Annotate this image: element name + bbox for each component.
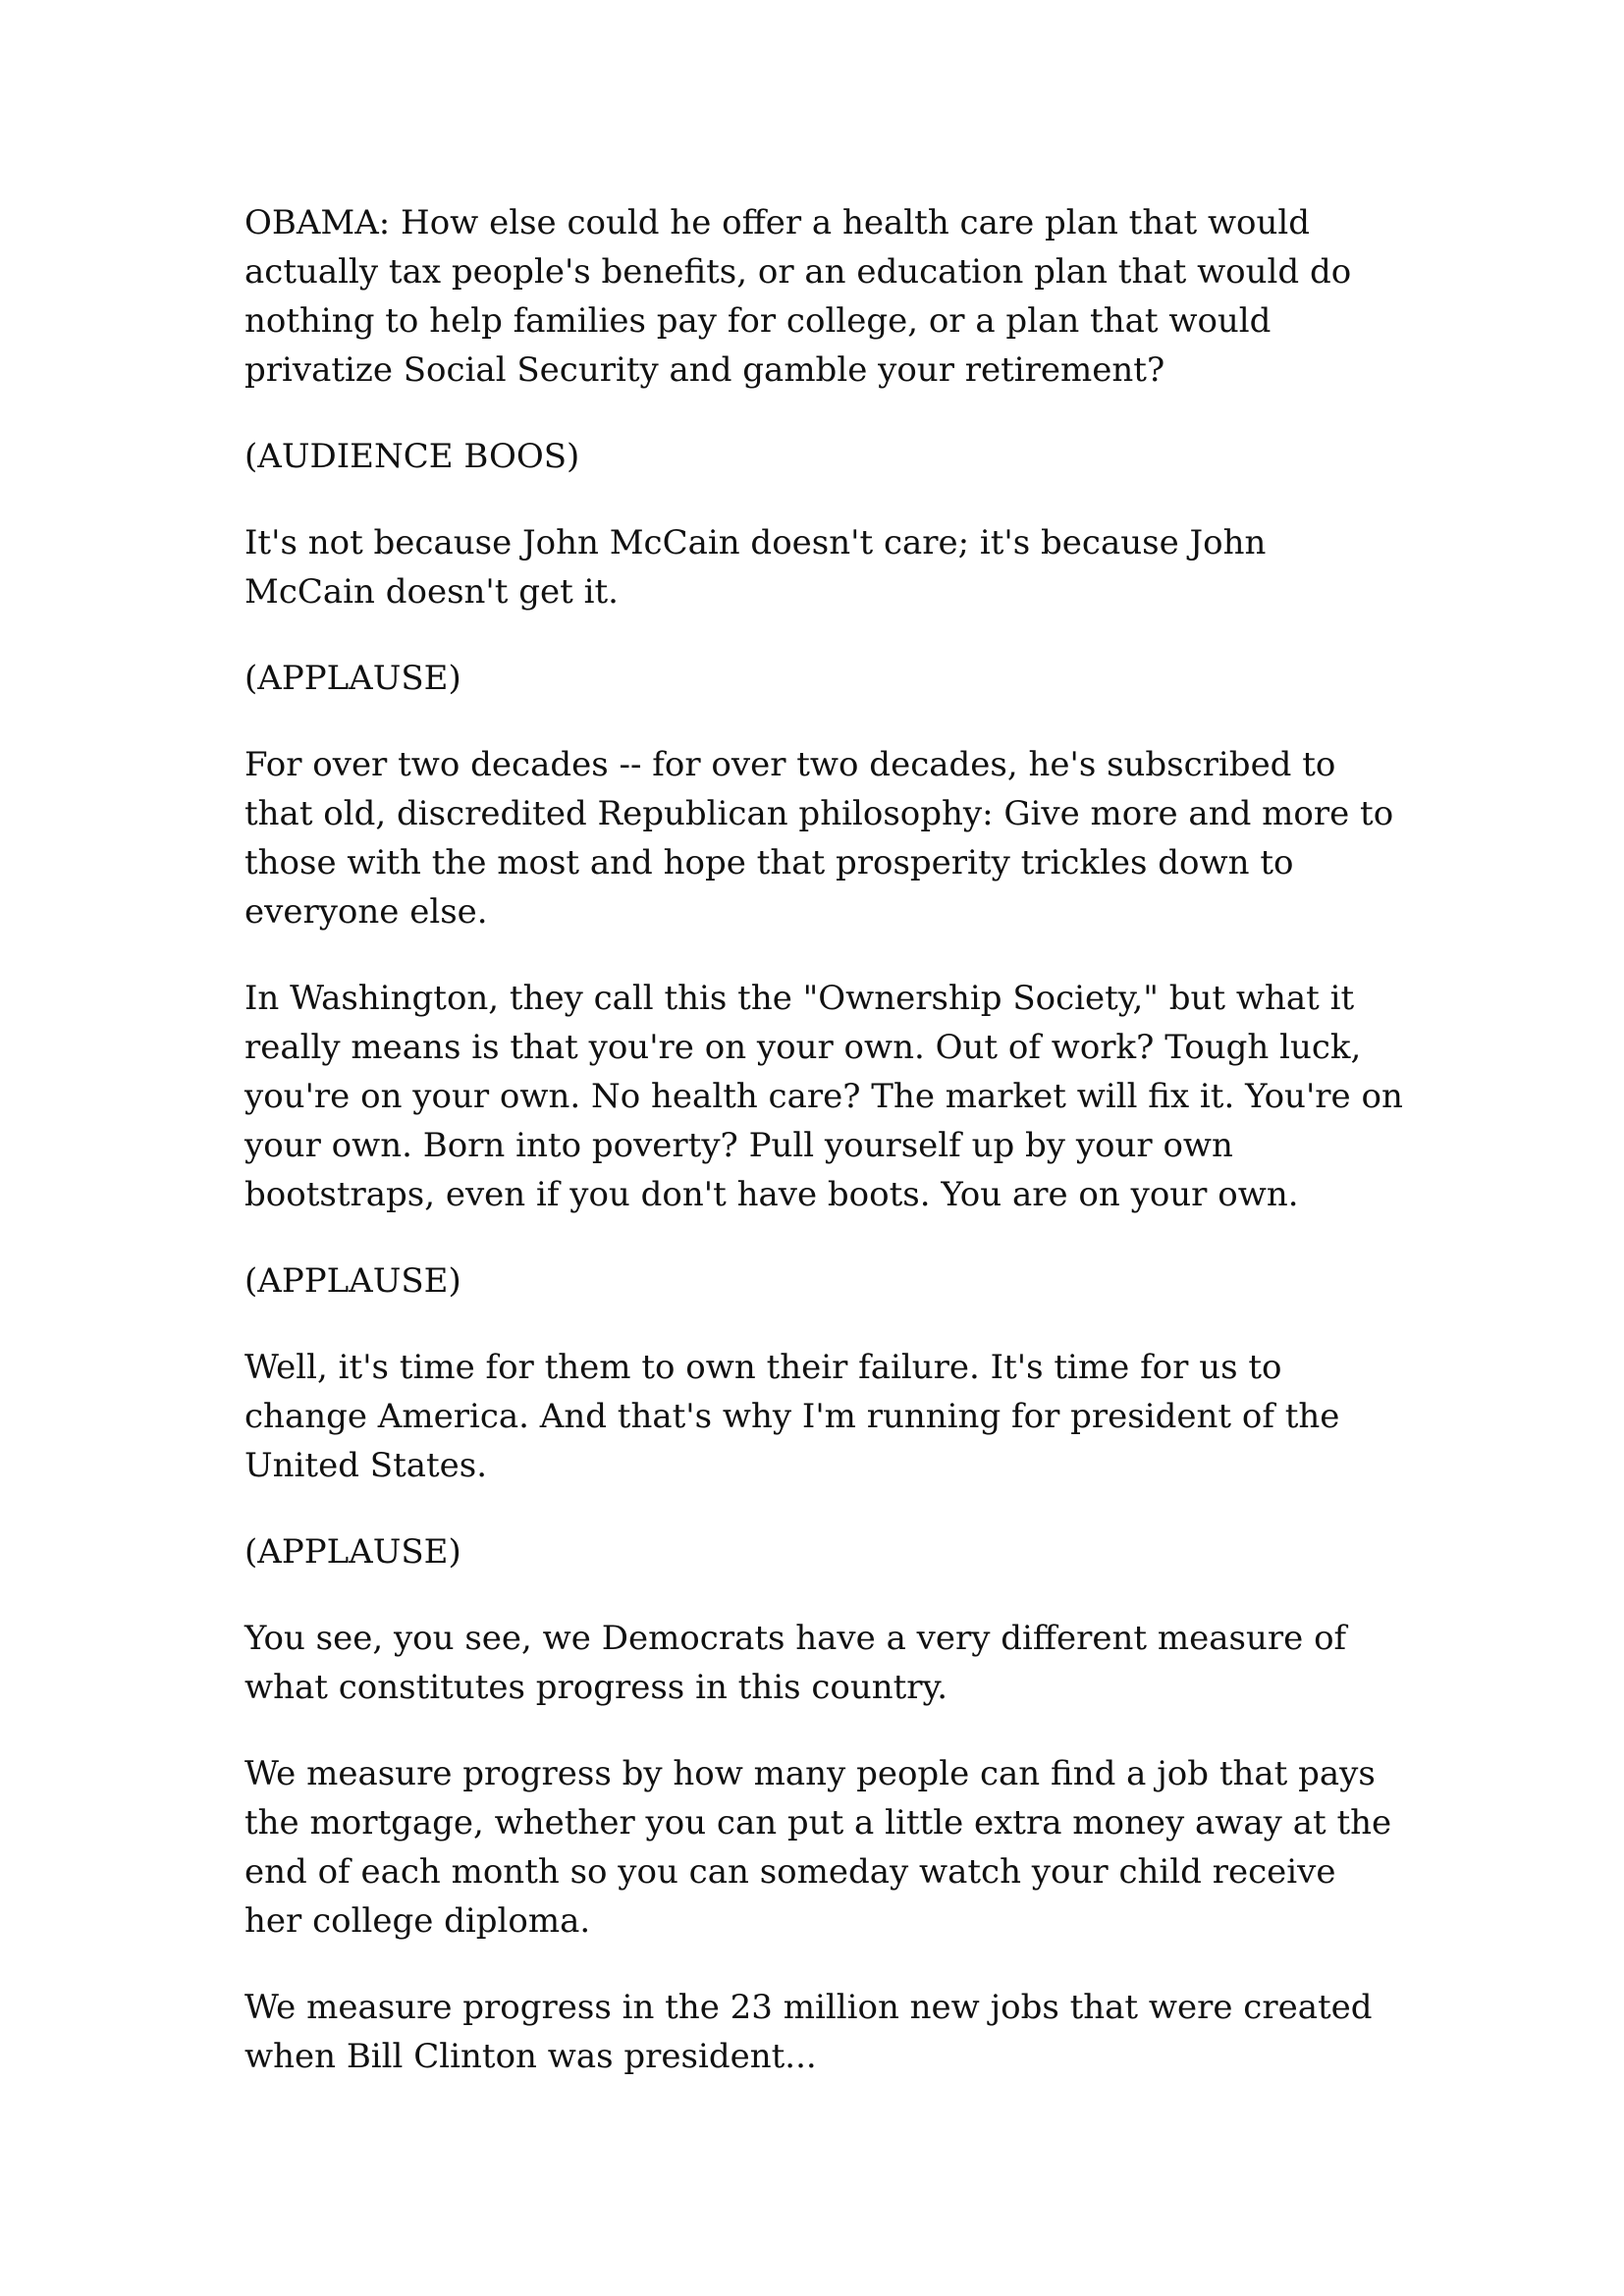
paragraph-measure-of-progress: You see, you see, we Democrats have a very different measure of what constitutes progress in this country. bbox=[244, 1619, 1347, 1707]
paragraph-audience-boos: (AUDIENCE BOOS) bbox=[244, 437, 580, 476]
paragraph-obama-health-care: OBAMA: How else could he offer a health care plan that would actually tax people's benefits, or an education plan that would do nothing to help families pay for college, or a plan that would privatize Social Security and gamble your retirement? bbox=[244, 203, 1352, 390]
paragraph-ownership-society: In Washington, they call this the "Ownership Society," but what it really means is that you're on your own. Out of work? Tough luck, you're on your own. No health care? The market will fix it. You're on your own. Born into poverty? Pull yourself up by your own bootstraps, even if you don't have boots. You are on your own. bbox=[244, 979, 1403, 1214]
paragraph-applause-1: (APPLAUSE) bbox=[244, 659, 461, 698]
paragraph-mccain-doesnt-get-it: It's not because John McCain doesn't care; it's because John McCain doesn't get it. bbox=[244, 523, 1267, 612]
paragraph-republican-philosophy: For over two decades -- for over two decades, he's subscribed to that old, discredited Republican philosophy: Give more and more to those with the most and hope that prosperity trickles down to everyone else. bbox=[244, 745, 1394, 932]
paragraph-measure-23-million-jobs: We measure progress in the 23 million new jobs that were created when Bill Clinton was president... bbox=[244, 1988, 1373, 2076]
paragraph-measure-jobs-mortgage: We measure progress by how many people can find a job that pays the mortgage, whether you can put a little extra money away at the end of each month so you can someday watch your child receive her college diploma. bbox=[244, 1754, 1392, 1941]
paragraph-applause-3: (APPLAUSE) bbox=[244, 1532, 461, 1572]
paragraph-applause-2: (APPLAUSE) bbox=[244, 1261, 461, 1301]
transcript-body bbox=[244, 198, 1403, 2118]
paragraph-time-to-change: Well, it's time for them to own their failure. It's time for us to change America. And that's why I'm running for president of the United States. bbox=[244, 1348, 1340, 1485]
